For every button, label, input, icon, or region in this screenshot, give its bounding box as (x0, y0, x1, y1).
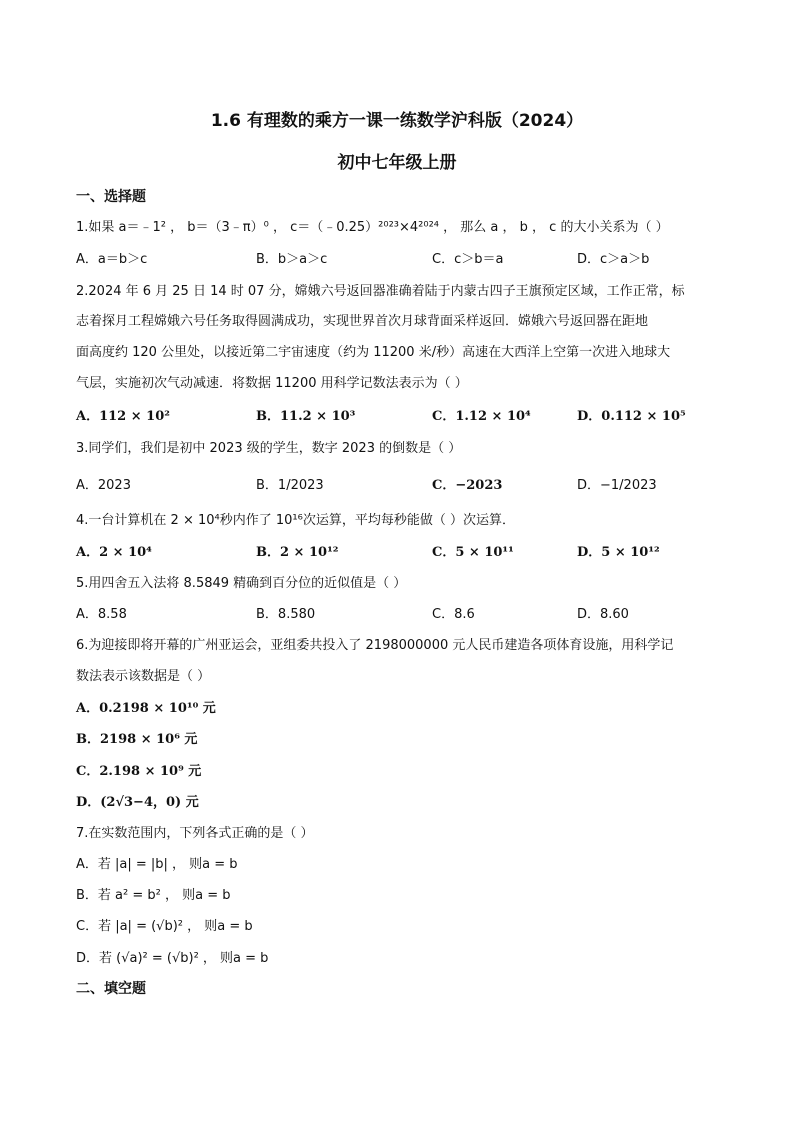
question-7-option-c: C．若 |a| = (√b)² ， 则a = b (76, 919, 253, 934)
question-5-option-a: A．8.58 (76, 607, 127, 622)
section-heading-choice: 一、选择题 (76, 189, 146, 205)
question-6-option-d: D．(2√3−4，0) 元 (76, 795, 199, 810)
question-2-option-d: D．0.112 × 10⁵ (577, 409, 686, 424)
section-heading-fill-blank: 二、填空题 (76, 981, 146, 997)
question-7-option-a: A．若 |a| = |b| ， 则a = b (76, 857, 238, 872)
question-1-option-d: D．c＞a＞b (577, 252, 650, 267)
question-3-option-a: A．2023 (76, 478, 131, 493)
question-7-option-b: B．若 a² = b² ， 则a = b (76, 888, 231, 903)
question-6-option-b: B．2198 × 10⁶ 元 (76, 732, 198, 747)
question-5-stem: 5.用四舍五入法将 8.5849 精确到百分位的近似值是（ ） (76, 576, 407, 591)
question-5-option-c: C．8.6 (432, 607, 475, 622)
question-6-option-c: C．2.198 × 10⁹ 元 (76, 764, 202, 779)
question-2-line-1: 2.2024 年 6 月 25 日 14 时 07 分，嫦娥六号返回器准确着陆于内蒙古四子王旗预定区域，工作正常，标 (76, 284, 685, 299)
document-subtitle: 初中七年级上册 (337, 153, 457, 173)
question-1-stem: 1.如果 a＝﹣1² ， b＝（3﹣π）⁰ ， c＝（﹣0.25）²⁰²³×4²⁰²⁴ ， 那么 a ， b ， c 的大小关系为（ ） (76, 220, 669, 235)
question-3-stem: 3.同学们，我们是初中 2023 级的学生，数字 2023 的倒数是（ ） (76, 441, 462, 456)
question-1-option-a: A．a＝b＞c (76, 252, 148, 267)
question-3-option-d: D．−1/2023 (577, 478, 657, 493)
question-7-option-d: D．若 (√a)² = (√b)² ， 则a = b (76, 951, 269, 966)
question-4-option-b: B．2 × 10¹² (256, 545, 339, 560)
question-1-option-b: B．b＞a＞c (256, 252, 328, 267)
question-3-option-b: B．1/2023 (256, 478, 324, 493)
question-5-option-d: D．8.60 (577, 607, 629, 622)
question-6-option-a: A．0.2198 × 10¹⁰ 元 (76, 701, 216, 716)
question-2-line-4: 气层，实施初次气动减速．将数据 11200 用科学记数法表示为（ ） (76, 376, 468, 391)
question-4-option-c: C．5 × 10¹¹ (432, 545, 514, 560)
question-2-option-a: A．112 × 10² (76, 409, 170, 424)
question-1-option-c: C．c＞b＝a (432, 252, 504, 267)
document-title: 1.6 有理数的乘方一课一练数学沪科版（2024） (210, 111, 584, 131)
question-4-option-a: A．2 × 10⁴ (76, 545, 152, 560)
question-4-option-d: D．5 × 10¹² (577, 545, 660, 560)
question-3-option-c: C．−2023 (432, 478, 503, 493)
question-2-line-2: 志着探月工程嫦娥六号任务取得圆满成功，实现世界首次月球背面采样返回．嫦娥六号返回器在距地 (76, 314, 649, 329)
question-7-stem: 7.在实数范围内，下列各式正确的是（ ） (76, 826, 314, 841)
question-6-line-1: 6.为迎接即将开幕的广州亚运会，亚组委共投入了 2198000000 元人民币建造各项体育设施，用科学记 (76, 638, 674, 653)
question-2-option-b: B．11.2 × 10³ (256, 409, 356, 424)
question-2-option-c: C．1.12 × 10⁴ (432, 409, 531, 424)
question-2-line-3: 面高度约 120 公里处，以接近第二宇宙速度（约为 11200 米/秒）高速在大西洋上空第一次进入地球大 (76, 345, 671, 360)
question-6-line-2: 数法表示该数据是（ ） (76, 669, 211, 684)
question-5-option-b: B．8.580 (256, 607, 316, 622)
question-4-stem: 4.一台计算机在 2 × 10⁴秒内作了 10¹⁶次运算，平均每秒能做（ ）次运算． (76, 513, 515, 528)
